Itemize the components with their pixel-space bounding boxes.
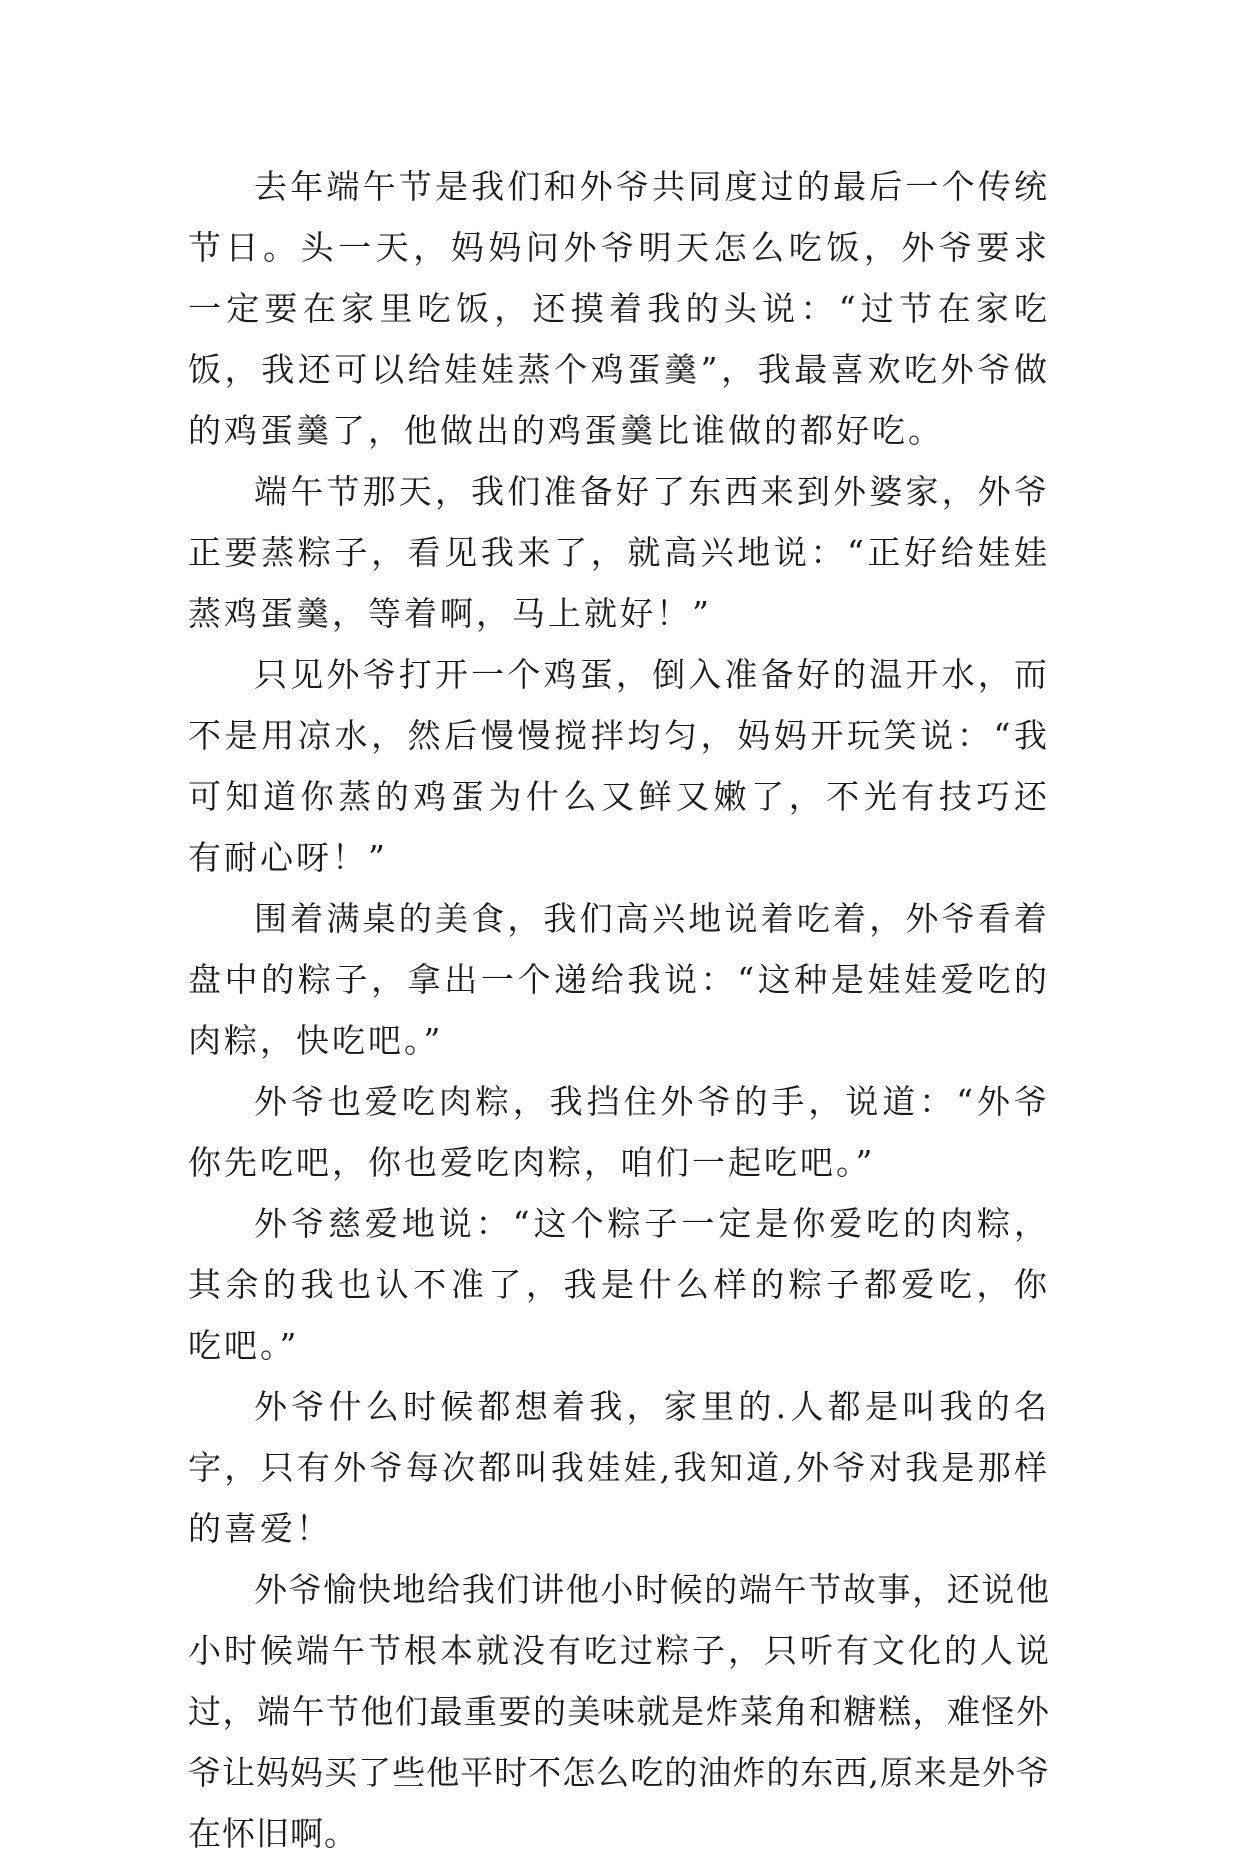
paragraph: 外爷也爱吃肉粽，我挡住外爷的手，说道：“外爷你先吃吧，你也爱吃肉粽，咱们一起吃吧。” — [188, 1082, 1050, 1182]
paragraph: 外爷什么时候都想着我，家里的.人都是叫我的名字，只有外爷每次都叫我娃娃,我知道,外爷对我是那样的喜爱！ — [188, 1387, 1050, 1548]
paragraph: 外爷愉快地给我们讲他小时候的端午节故事，还说他小时候端午节根本就没有吃过粽子，只听有文化的人说过，端午节他们最重要的美味就是炸菜角和糖糕，难怪外爷让妈妈买了些他平时不怎么吃的油炸的东西,原来是外爷在怀旧啊。 — [188, 1570, 1050, 1853]
paragraph: 端午节那天，我们准备好了东西来到外婆家，外爷正要蒸粽子，看见我来了，就高兴地说：“正好给娃娃蒸鸡蛋羹，等着啊，马上就好！” — [188, 472, 1050, 633]
document-body — [188, 156, 1050, 1864]
paragraph: 只见外爷打开一个鸡蛋，倒入准备好的温开水，而不是用凉水，然后慢慢搅拌均匀，妈妈开玩笑说：“我可知道你蒸的鸡蛋为什么又鲜又嫩了，不光有技巧还有耐心呀！” — [188, 655, 1050, 877]
paragraph: 去年端午节是我们和外爷共同度过的最后一个传统节日。头一天，妈妈问外爷明天怎么吃饭，外爷要求一定要在家里吃饭，还摸着我的头说：“过节在家吃饭，我还可以给娃娃蒸个鸡蛋羹”，我最喜欢吃外爷做的鸡蛋羹了，他做出的鸡蛋羹比谁做的都好吃。 — [188, 167, 1050, 450]
paragraph: 围着满桌的美食，我们高兴地说着吃着，外爷看着盘中的粽子，拿出一个递给我说：“这种是娃娃爱吃的肉粽，快吃吧。” — [188, 899, 1050, 1060]
paragraph: 外爷慈爱地说：“这个粽子一定是你爱吃的肉粽，其余的我也认不准了，我是什么样的粽子都爱吃，你吃吧。” — [188, 1204, 1050, 1365]
